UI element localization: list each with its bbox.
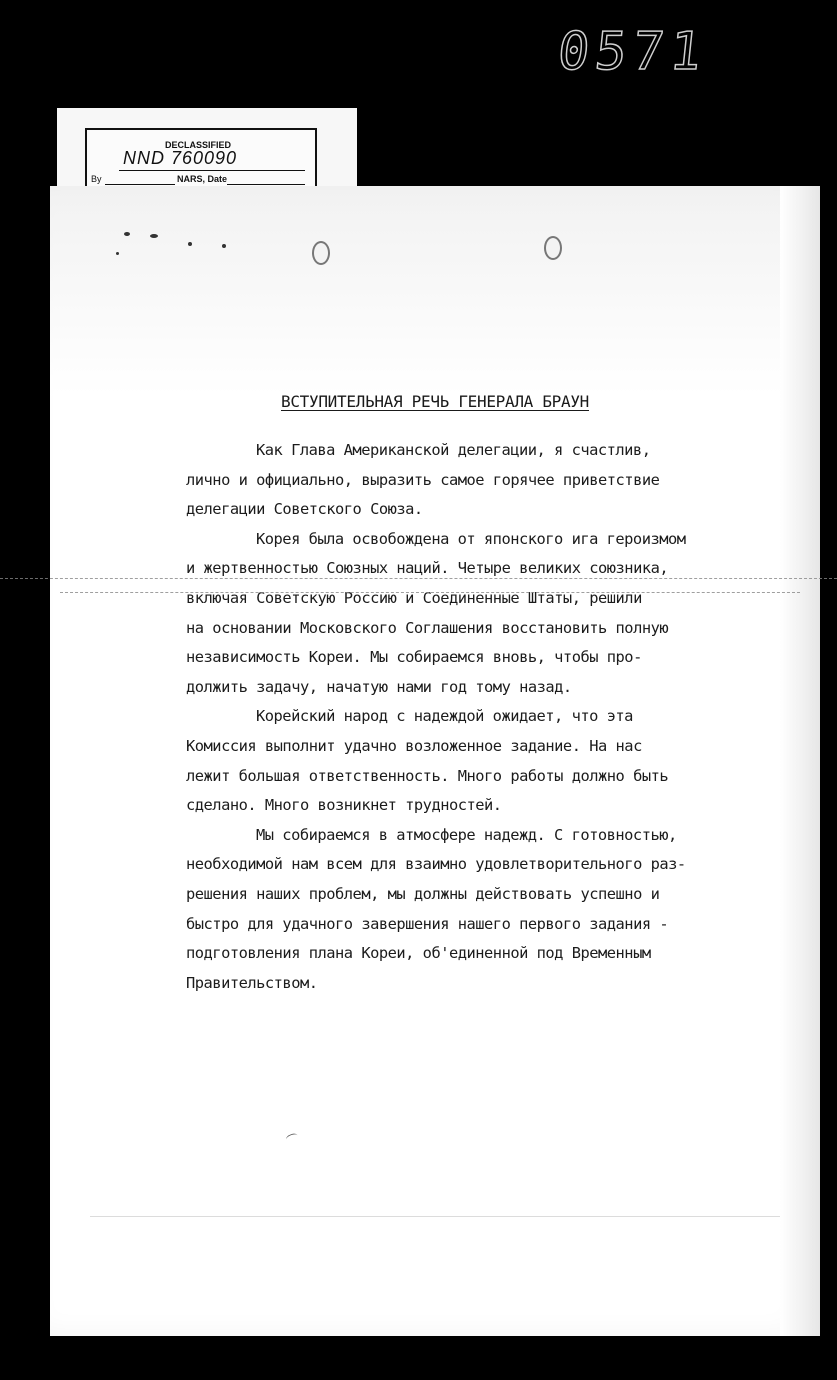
date-line [227, 184, 305, 185]
text-line: решения наших проблем, мы должны действовать успешно и [186, 884, 660, 903]
punch-hole [544, 236, 562, 260]
by-label: By [91, 174, 102, 184]
scan-speck [222, 244, 226, 248]
stamp-rule [119, 170, 305, 171]
declassification-authority: NND 760090 [123, 148, 238, 168]
text-line: необходимой нам всем для взаимно удовлетворительного раз- [186, 855, 686, 874]
scan-speck [150, 234, 158, 238]
declassified-label: DECLASSIFIED [165, 140, 232, 150]
text-line: сделано. Много возникнет трудностей. [186, 796, 502, 815]
document-title: ВСТУПИТЕЛЬНАЯ РЕЧЬ ГЕНЕРАЛА БРАУН [281, 392, 589, 411]
text-line: должить задачу, начатую нами год тому назад. [186, 677, 572, 696]
text-line: Правительством. [186, 973, 318, 992]
text-line: лично и официально, выразить самое горячее приветствие [186, 470, 660, 489]
text-line: независимость Кореи. Мы собираемся вновь, чтобы про- [186, 648, 642, 667]
punch-hole [312, 241, 330, 265]
text-line: включая Советскую Россию и Соединенные Штаты, решили [186, 588, 642, 607]
text-line: Комиссия выполнит удачно возложенное задание. На нас [186, 736, 642, 755]
text-line: Мы собираемся в атмосфере надежд. С готовностью, [256, 825, 677, 844]
by-signature-line [105, 184, 175, 185]
scan-speck [116, 252, 119, 255]
frame-number: 0571 [554, 22, 711, 82]
document-body [186, 436, 746, 998]
scan-artifact-line [60, 592, 800, 593]
text-line: Корея была освобождена от японского ига героизмом [256, 529, 686, 548]
nars-date-label: NARS, Date [177, 174, 228, 184]
text-line: Как Глава Американской делегации, я счастлив, [256, 441, 651, 459]
page-edge-shading [780, 186, 820, 1336]
document-page [50, 186, 820, 1336]
declassification-stamp [85, 128, 317, 190]
text-line: подготовления плана Кореи, об'единенной под Временным [186, 944, 651, 963]
scan-speck [188, 242, 192, 246]
page-shading [50, 186, 820, 396]
text-line: быстро для удачного завершения нашего первого задания - [186, 914, 669, 933]
text-line: Корейский народ с надеждой ожидает, что эта [256, 707, 633, 726]
text-line: лежит большая ответственность. Много работы должно быть [186, 766, 669, 785]
text-line: делегации Советского Союза. [186, 500, 423, 519]
pen-mark [285, 1132, 299, 1143]
text-line: и жертвенностью Союзных наций. Четыре великих союзника, [186, 559, 669, 578]
text-line: на основании Московского Соглашения восстановить полную [186, 618, 669, 637]
scan-artifact-line [0, 578, 837, 579]
scan-speck [124, 232, 130, 236]
page-fold-line [90, 1216, 780, 1217]
